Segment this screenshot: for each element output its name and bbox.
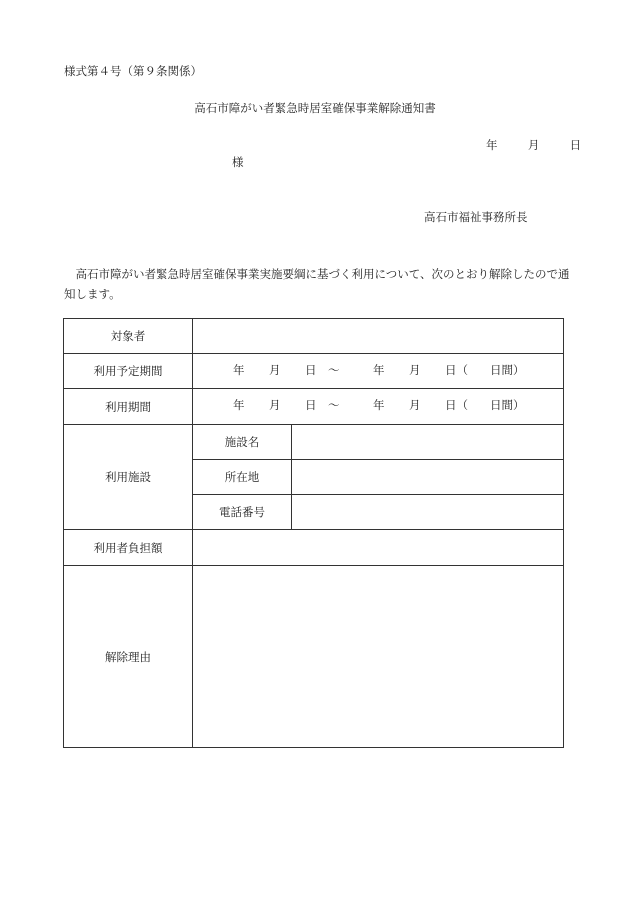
period-tilde: ～ <box>328 398 340 412</box>
period-start-month: 月 <box>269 398 281 412</box>
planned-end-month: 月 <box>409 363 421 377</box>
planned-tilde: ～ <box>328 363 340 377</box>
target-label: 対象者 <box>64 319 193 354</box>
date-line <box>486 140 581 152</box>
facility-label: 利用施設 <box>64 425 193 530</box>
date-year-label: 年 <box>486 138 498 152</box>
burden-label: 利用者負担額 <box>64 530 193 566</box>
period-days: 日間） <box>490 398 525 412</box>
planned-period-value <box>193 354 564 389</box>
planned-period-label: 利用予定期間 <box>64 354 193 389</box>
period-label: 利用期間 <box>64 389 193 425</box>
document-title: 高石市障がい者緊急時居室確保事業解除通知書 <box>194 101 436 115</box>
date-month-label: 月 <box>527 138 540 152</box>
facility-phone-label: 電話番号 <box>193 495 292 530</box>
planned-start-day: 日 <box>305 363 317 377</box>
planned-end-day: 日（ <box>445 363 468 377</box>
sender-name: 高石市福祉事務所長 <box>424 210 528 224</box>
planned-start-month: 月 <box>269 363 281 377</box>
notice-table <box>63 318 564 748</box>
facility-address-label: 所在地 <box>193 460 292 495</box>
reason-value <box>193 566 564 748</box>
burden-value <box>193 530 564 566</box>
period-start-day: 日 <box>305 398 317 412</box>
period-end-month: 月 <box>409 398 421 412</box>
body-text: 高石市障がい者緊急時居室確保事業実施要綱に基づく利用について、次のとおり解除したので通知します。 <box>64 267 570 301</box>
facility-address-value <box>292 460 564 495</box>
period-start-year: 年 <box>233 398 245 412</box>
reason-label: 解除理由 <box>64 566 193 748</box>
table-row-reason <box>64 566 564 748</box>
date-day-label: 日 <box>569 138 582 152</box>
facility-phone-value <box>292 495 564 530</box>
period-value <box>193 389 564 425</box>
target-value <box>193 319 564 354</box>
table-row-planned-period <box>64 354 564 389</box>
table-row-period <box>64 389 564 425</box>
form-number: 様式第４号（第９条関係） <box>64 64 202 78</box>
facility-name-label: 施設名 <box>193 425 292 460</box>
facility-name-value <box>292 425 564 460</box>
period-end-year: 年 <box>373 398 385 412</box>
table-row-facility-name <box>64 425 564 460</box>
addressee-suffix: 様 <box>232 155 244 169</box>
table-row-burden <box>64 530 564 566</box>
period-end-day: 日（ <box>445 398 468 412</box>
planned-start-year: 年 <box>233 363 245 377</box>
planned-days: 日間） <box>490 363 525 377</box>
planned-end-year: 年 <box>373 363 385 377</box>
table-row-target <box>64 319 564 354</box>
